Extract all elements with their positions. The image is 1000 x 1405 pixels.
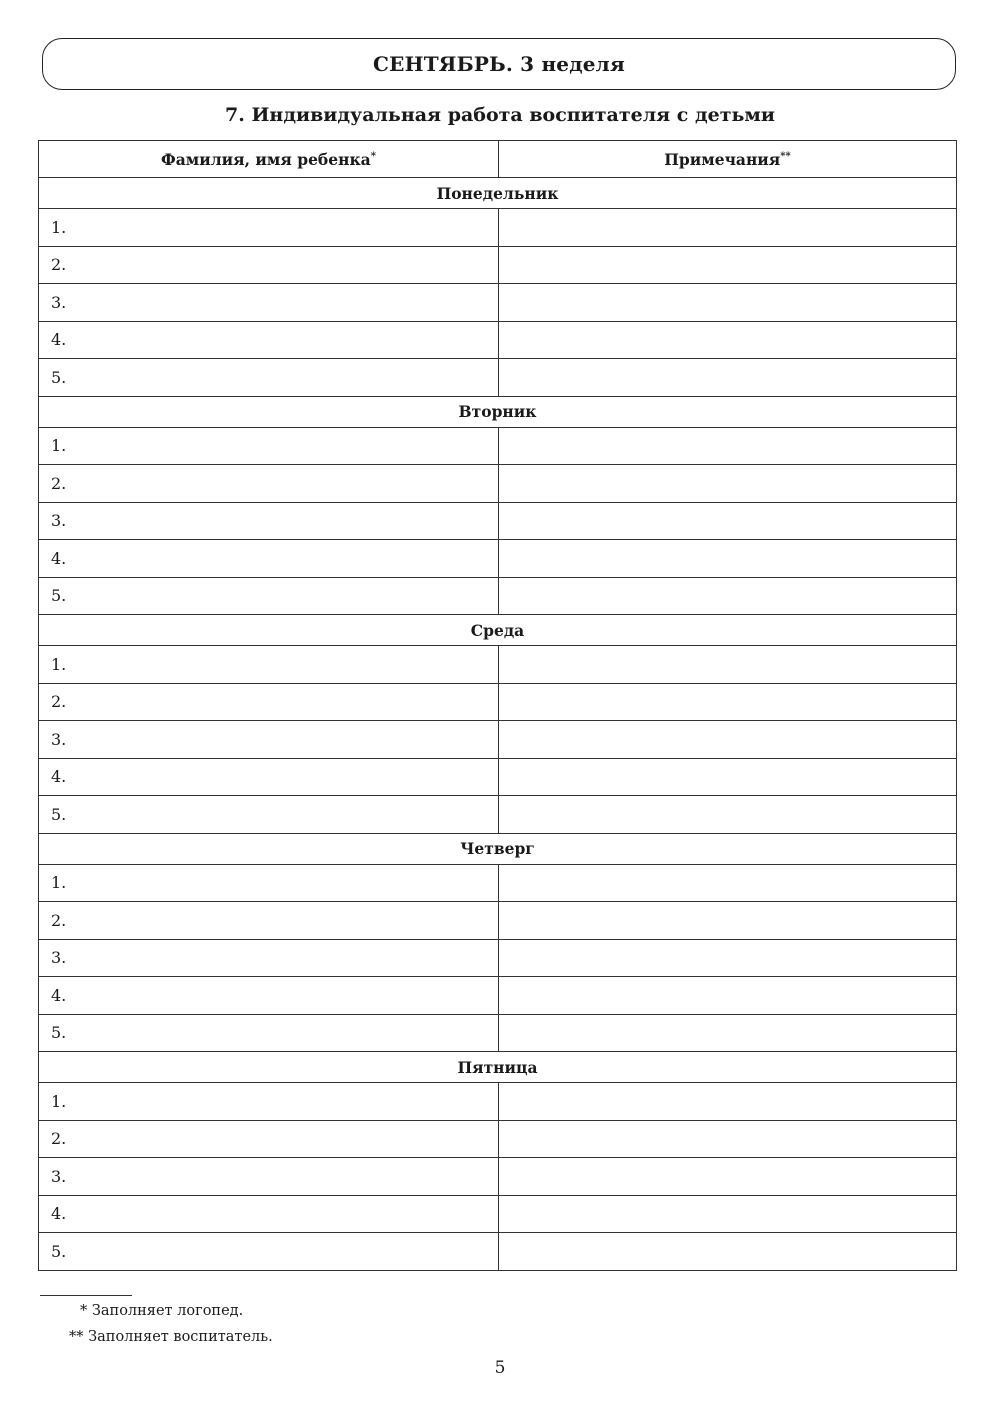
section-title: 7. Индивидуальная работа воспитателя с детьми xyxy=(225,104,775,126)
child-name-cell[interactable]: 3. xyxy=(39,721,499,759)
table-row xyxy=(39,246,957,284)
notes-cell[interactable] xyxy=(499,902,957,940)
child-name-cell[interactable]: 1. xyxy=(39,646,499,684)
table-row xyxy=(39,1233,957,1271)
day-label: Среда xyxy=(39,615,957,646)
child-name-cell[interactable]: 5. xyxy=(39,1014,499,1052)
table-row xyxy=(39,864,957,902)
day-label: Вторник xyxy=(39,396,957,427)
table-row xyxy=(39,321,957,359)
child-name-cell[interactable]: 1. xyxy=(39,1083,499,1121)
day-label: Четверг xyxy=(39,833,957,864)
notes-cell[interactable] xyxy=(499,721,957,759)
table-row xyxy=(39,284,957,322)
footnote-teacher: ** Заполняет воспитатель. xyxy=(69,1329,273,1345)
child-name-cell[interactable]: 2. xyxy=(39,683,499,721)
week-title: СЕНТЯБРЬ. 3 неделя xyxy=(373,52,625,76)
table-row xyxy=(39,758,957,796)
child-name-cell[interactable]: 3. xyxy=(39,1158,499,1196)
child-name-cell[interactable]: 4. xyxy=(39,321,499,359)
child-name-cell[interactable]: 3. xyxy=(39,502,499,540)
day-label: Понедельник xyxy=(39,178,957,209)
child-name-cell[interactable]: 5. xyxy=(39,796,499,834)
table-row xyxy=(39,502,957,540)
notes-cell[interactable] xyxy=(499,646,957,684)
table-row xyxy=(39,209,957,247)
child-name-cell[interactable]: 5. xyxy=(39,359,499,397)
table-row xyxy=(39,977,957,1015)
day-row xyxy=(39,615,957,646)
child-name-cell[interactable]: 1. xyxy=(39,427,499,465)
table-row xyxy=(39,1120,957,1158)
child-name-cell[interactable]: 2. xyxy=(39,246,499,284)
notes-cell[interactable] xyxy=(499,577,957,615)
table-row xyxy=(39,721,957,759)
notes-cell[interactable] xyxy=(499,1120,957,1158)
footnote-divider xyxy=(40,1295,132,1296)
day-row xyxy=(39,396,957,427)
table-row xyxy=(39,1014,957,1052)
day-row xyxy=(39,1052,957,1083)
notes-cell[interactable] xyxy=(499,977,957,1015)
notes-cell[interactable] xyxy=(499,209,957,247)
day-row xyxy=(39,178,957,209)
table-row xyxy=(39,1195,957,1233)
notes-cell[interactable] xyxy=(499,1014,957,1052)
child-name-cell[interactable]: 2. xyxy=(39,1120,499,1158)
notes-cell[interactable] xyxy=(499,284,957,322)
notes-cell[interactable] xyxy=(499,427,957,465)
individual-work-table xyxy=(38,140,957,1271)
table-row xyxy=(39,465,957,503)
notes-cell[interactable] xyxy=(499,1083,957,1121)
day-row xyxy=(39,833,957,864)
child-name-cell[interactable]: 4. xyxy=(39,758,499,796)
notes-cell[interactable] xyxy=(499,796,957,834)
notes-cell[interactable] xyxy=(499,864,957,902)
table-row xyxy=(39,1083,957,1121)
day-label: Пятница xyxy=(39,1052,957,1083)
footnote-speech-therapist: * Заполняет логопед. xyxy=(80,1303,244,1319)
notes-cell[interactable] xyxy=(499,465,957,503)
notes-cell[interactable] xyxy=(499,321,957,359)
child-name-cell[interactable]: 4. xyxy=(39,1195,499,1233)
table-row xyxy=(39,359,957,397)
child-name-cell[interactable]: 5. xyxy=(39,577,499,615)
table-row xyxy=(39,796,957,834)
table-row xyxy=(39,577,957,615)
notes-cell[interactable] xyxy=(499,502,957,540)
notes-cell[interactable] xyxy=(499,359,957,397)
table-row xyxy=(39,683,957,721)
notes-cell[interactable] xyxy=(499,758,957,796)
footnote-mark-1: * xyxy=(370,150,376,162)
week-banner xyxy=(42,38,956,90)
table-row xyxy=(39,1158,957,1196)
column-header-child-name: Фамилия, имя ребенка* xyxy=(39,141,499,178)
child-name-cell[interactable]: 4. xyxy=(39,540,499,578)
child-name-cell[interactable]: 3. xyxy=(39,939,499,977)
table-row xyxy=(39,427,957,465)
child-name-cell[interactable]: 3. xyxy=(39,284,499,322)
page-number: 5 xyxy=(494,1358,506,1378)
table-row xyxy=(39,646,957,684)
table-row xyxy=(39,902,957,940)
table-row xyxy=(39,939,957,977)
notes-cell[interactable] xyxy=(499,246,957,284)
table-row xyxy=(39,540,957,578)
child-name-cell[interactable]: 4. xyxy=(39,977,499,1015)
child-name-cell[interactable]: 2. xyxy=(39,465,499,503)
column-header-notes: Примечания** xyxy=(499,141,957,178)
notes-cell[interactable] xyxy=(499,939,957,977)
footnote-mark-2: ** xyxy=(780,150,791,162)
table-header-row xyxy=(39,141,957,178)
notes-cell[interactable] xyxy=(499,683,957,721)
child-name-cell[interactable]: 2. xyxy=(39,902,499,940)
child-name-cell[interactable]: 1. xyxy=(39,864,499,902)
notes-cell[interactable] xyxy=(499,540,957,578)
notes-cell[interactable] xyxy=(499,1195,957,1233)
notes-cell[interactable] xyxy=(499,1233,957,1271)
notes-cell[interactable] xyxy=(499,1158,957,1196)
child-name-cell[interactable]: 5. xyxy=(39,1233,499,1271)
child-name-cell[interactable]: 1. xyxy=(39,209,499,247)
